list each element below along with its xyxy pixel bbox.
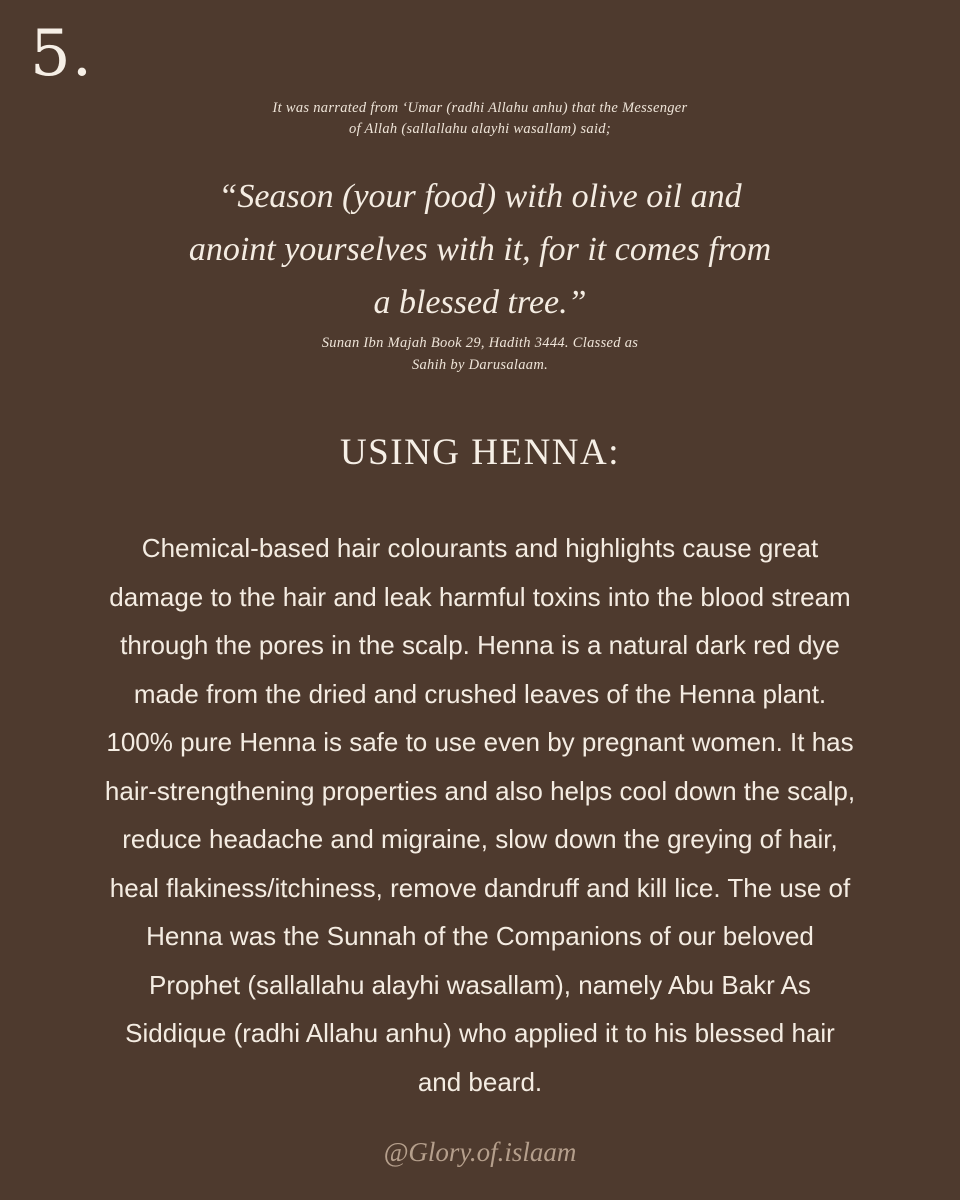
body-line: heal flakiness/itchiness, remove dandruff and kill lice. The use of	[109, 872, 851, 903]
hadith-intro-line: of Allah (sallallahu alayhi wasallam) said;	[349, 121, 611, 137]
body-line: damage to the hair and leak harmful toxins into the blood stream	[109, 581, 851, 612]
body-paragraph	[30, 524, 930, 1106]
hadith-quote-line: “Season (your food) with olive oil and	[218, 178, 742, 215]
hadith-quote-line: anoint yourselves with it, for it comes from	[188, 231, 772, 268]
body-line: through the pores in the scalp. Henna is a natural dark red dye	[120, 630, 840, 660]
hadith-source-line: Sahih by Darusalaam.	[411, 357, 549, 373]
body-line: Prophet (sallallahu alayhi wasallam), namely Abu Bakr As	[149, 969, 811, 1000]
body-line: 100% pure Henna is safe to use even by pregnant women. It has	[106, 727, 854, 757]
hadith-intro-line: It was narrated from ‘Umar (radhi Allahu anhu) that the Messenger	[272, 100, 688, 116]
section-heading: USING HENNA:	[339, 432, 621, 473]
hadith-intro	[210, 98, 750, 140]
hadith-quote-line: a blessed tree.”	[373, 284, 587, 321]
body-line: and beard.	[417, 1066, 543, 1097]
body-line: Henna was the Sunnah of the Companions of our beloved	[146, 921, 814, 951]
hadith-source	[230, 332, 730, 376]
slide-number: 5.	[30, 17, 94, 91]
body-line: Chemical-based hair colourants and highlights cause great	[141, 533, 819, 563]
hadith-quote	[90, 170, 870, 329]
body-line: reduce headache and migraine, slow down the greying of hair,	[122, 824, 838, 854]
hadith-source-line: Sunan Ibn Majah Book 29, Hadith 3444. Classed as	[321, 335, 639, 351]
body-line: made from the dried and crushed leaves of the Henna plant.	[133, 678, 827, 709]
body-line: hair-strengthening properties and also helps cool down the scalp,	[104, 775, 856, 806]
account-handle: @Glory.of.islaam	[383, 1137, 577, 1167]
body-line: Siddique (radhi Allahu anhu) who applied it to his blessed hair	[125, 1018, 835, 1048]
